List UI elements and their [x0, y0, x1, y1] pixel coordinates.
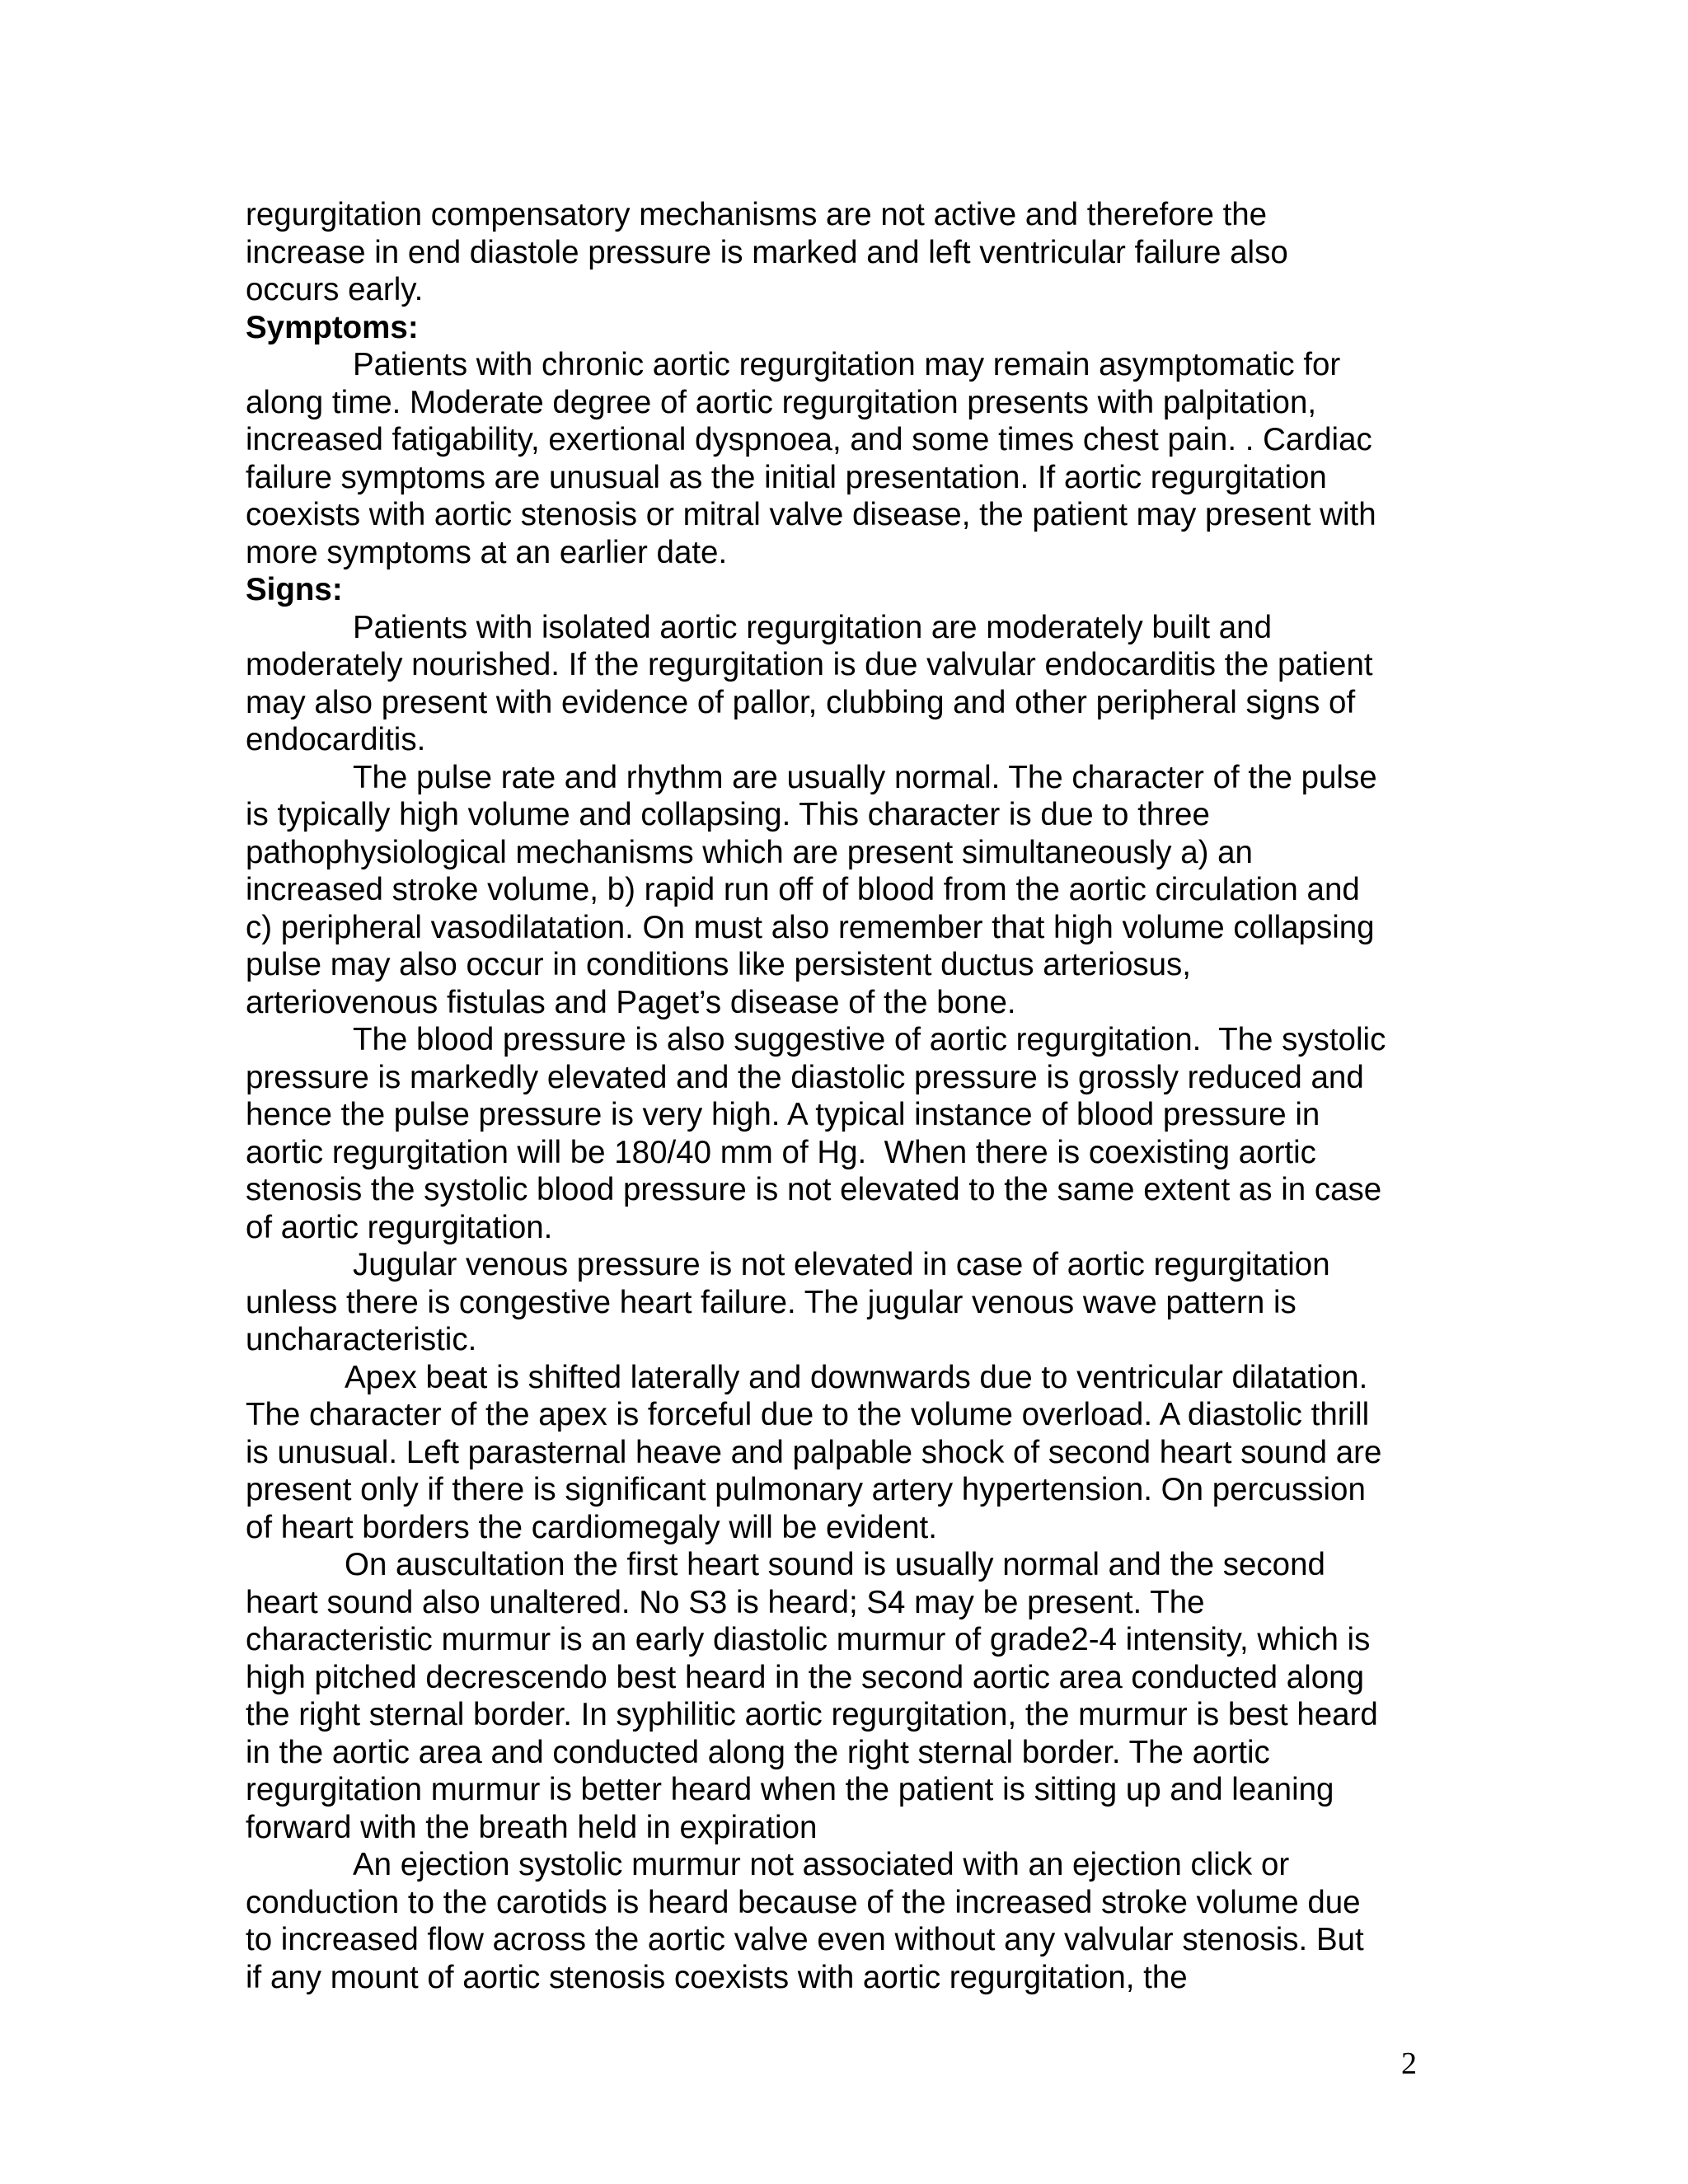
text-line: along time. Moderate degree of aortic regurgitation presents with palpitation, [246, 384, 1317, 420]
text-line: to increased flow across the aortic valve even without any valvular stenosis. But [246, 1922, 1364, 1957]
section-heading: Signs: [246, 572, 343, 607]
text-line: increase in end diastole pressure is marked and left ventricular failure also [246, 234, 1288, 270]
text-line: The pulse rate and rhythm are usually normal. The character of the pulse [353, 759, 1377, 795]
text-line: forward with the breath held in expiration [246, 1809, 818, 1845]
text-line: hence the pulse pressure is very high. A typical instance of blood pressure in [246, 1097, 1320, 1132]
text-line: moderately nourished. If the regurgitation is due valvular endocarditis the patient [246, 647, 1373, 682]
text-line: Patients with chronic aortic regurgitation may remain asymptomatic for [353, 347, 1341, 382]
text-line: may also present with evidence of pallor, clubbing and other peripheral signs of [246, 684, 1356, 720]
text-line: Jugular venous pressure is not elevated in case of aortic regurgitation [353, 1247, 1330, 1282]
text-line: On auscultation the first heart sound is usually normal and the second [345, 1547, 1325, 1582]
text-line: c) peripheral vasodilatation. On must also remember that high volume collapsing [246, 909, 1375, 945]
text-line: regurgitation murmur is better heard when the patient is sitting up and leaning [246, 1772, 1334, 1807]
text-line: of heart borders the cardiomegaly will be evident. [246, 1509, 937, 1545]
text-line: The blood pressure is also suggestive of aortic regurgitation. The systolic [353, 1022, 1386, 1057]
body-text [246, 196, 1441, 1996]
text-line: occurs early. [246, 272, 424, 307]
text-line: pressure is markedly elevated and the diastolic pressure is grossly reduced and [246, 1059, 1364, 1095]
text-line: in the aortic area and conducted along the right sternal border. The aortic [246, 1734, 1270, 1770]
text-line: uncharacteristic. [246, 1322, 477, 1357]
text-line: more symptoms at an earlier date. [246, 534, 728, 570]
text-line: increased fatigability, exertional dyspnoea, and some times chest pain. . Cardiac [246, 422, 1372, 457]
text-line: failure symptoms are unusual as the initial presentation. If aortic regurgitation [246, 459, 1327, 495]
text-line: endocarditis. [246, 722, 426, 757]
text-line: stenosis the systolic blood pressure is not elevated to the same extent as in case [246, 1172, 1382, 1207]
text-line: characteristic murmur is an early diastolic murmur of grade2-4 intensity, which is [246, 1622, 1371, 1657]
text-line: unless there is congestive heart failure. The jugular venous wave pattern is [246, 1284, 1296, 1320]
text-line: pathophysiological mechanisms which are present simultaneously a) an [246, 834, 1253, 870]
text-line: aortic regurgitation will be 180/40 mm of Hg. When there is coexisting aortic [246, 1134, 1316, 1170]
text-line: is typically high volume and collapsing. This character is due to three [246, 797, 1210, 832]
text-line: Apex beat is shifted laterally and downwards due to ventricular dilatation. [345, 1359, 1368, 1395]
text-line: heart sound also unaltered. No S3 is heard; S4 may be present. The [246, 1584, 1205, 1620]
text-line: conduction to the carotids is heard because of the increased stroke volume due [246, 1884, 1361, 1920]
text-line: pulse may also occur in conditions like persistent ductus arteriosus, [246, 947, 1191, 982]
text-line: regurgitation compensatory mechanisms are not active and therefore the [246, 197, 1268, 232]
text-line: the right sternal border. In syphilitic aortic regurgitation, the murmur is best heard [246, 1697, 1378, 1732]
text-line: if any mount of aortic stenosis coexists with aortic regurgitation, the [246, 1959, 1188, 1995]
text-line: An ejection systolic murmur not associated with an ejection click or [353, 1847, 1290, 1882]
text-line: Patients with isolated aortic regurgitation are moderately built and [353, 609, 1272, 645]
text-line: arteriovenous fistulas and Paget’s disease of the bone. [246, 984, 1016, 1020]
text-line: is unusual. Left parasternal heave and palpable shock of second heart sound are [246, 1434, 1382, 1470]
text-line: The character of the apex is forceful due to the volume overload. A diastolic thrill [246, 1397, 1370, 1432]
section-heading: Symptoms: [246, 309, 419, 345]
page-number: 2 [1401, 2046, 1417, 2081]
text-line: of aortic regurgitation. [246, 1209, 553, 1245]
text-line: coexists with aortic stenosis or mitral valve disease, the patient may present with [246, 497, 1376, 532]
text-line: high pitched decrescendo best heard in the second aortic area conducted along [246, 1659, 1364, 1695]
text-line: present only if there is significant pulmonary artery hypertension. On percussion [246, 1472, 1366, 1507]
text-line: increased stroke volume, b) rapid run off of blood from the aortic circulation and [246, 872, 1360, 907]
